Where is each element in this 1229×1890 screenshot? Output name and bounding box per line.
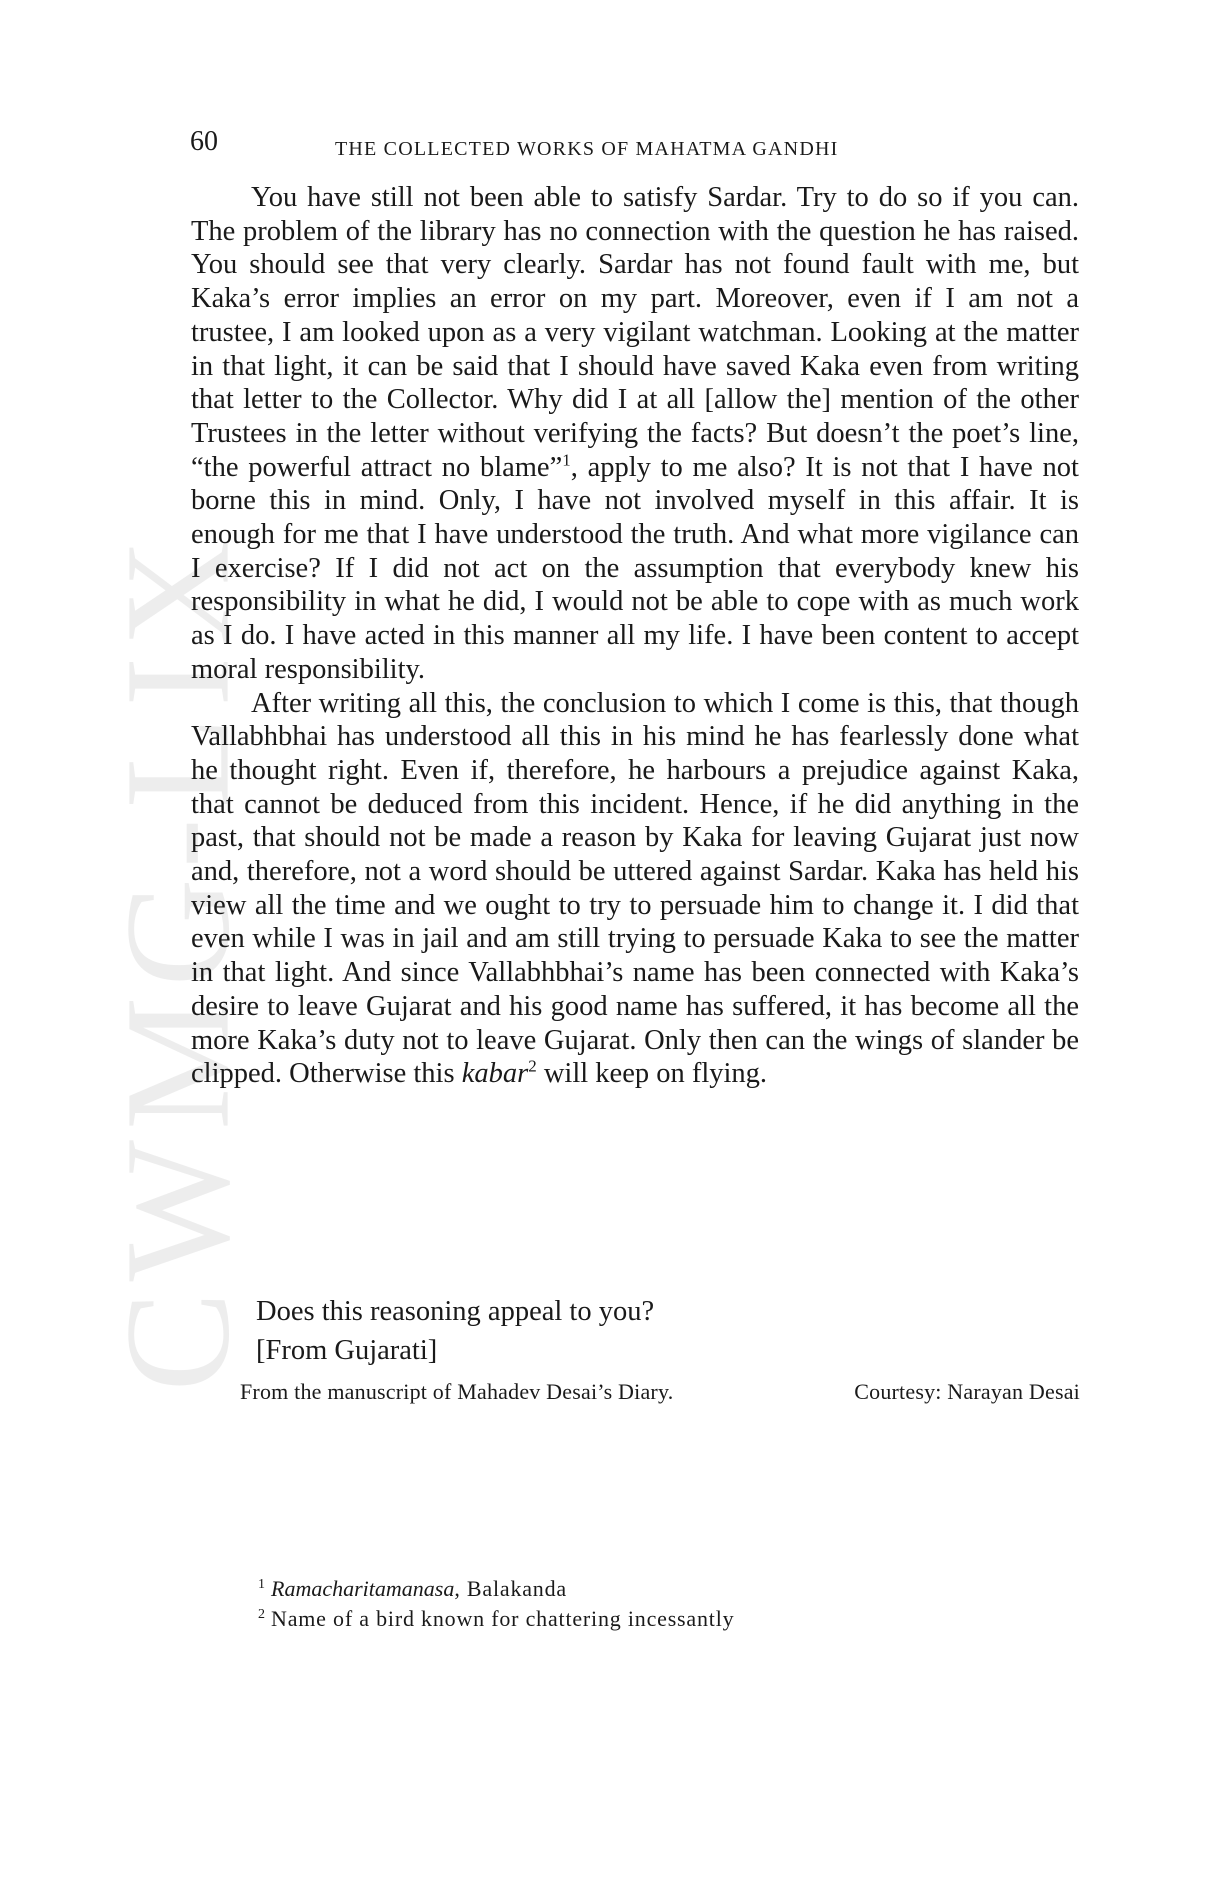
kabar-word: kabar xyxy=(461,1058,529,1090)
paragraph-2: After writing all this, the conclusion to which I come is this, that though Vallabhbhai has understood all this in his mind he has fearlessly done what he thought right. Even if, therefore, he harbours a prejudice against Kaka, that cannot be deduced from this incident. Hence, if he did anything in the past, that should not be made a reason by Kaka for leaving Gujarat just now and, therefore, not a word should be uttered against Sardar. Kaka has held his view all the time and we ought to try to persuade him to change it. I did that even while I was in jail and am still trying to persuade Kaka to see the matter in that light. And since Vallabhbhai’s name has been connected with Kaka’s desire to leave Gujarat and his good name has suffered, it has become all the more Kaka’s duty not to leave Gujarat. Only then can the wings of slander be clipped. Otherwise this kabar$^2$ will keep on flying. xyxy=(191,687,1079,1090)
paragraph-1: You have still not been able to satisfy Sardar. Try to do so if you can. The problem of the library has no connection with the question he has raised. You should see that very clearly. Sardar has not found fault with me, but Kaka’s error implies an error on my part. Moreover, even if I am not a trustee, I am looked upon as a very vigilant watchman. Looking at the matter in that light, it can be said that I should have saved Kaka even from writing that letter to the Collector. Why did I at all [allow the] mention of the other Trustees in the letter without verifying the facts? But doesn’t the poet’s line, “the powerful attract no blame”$^1$, apply to me also? It is not that I have not borne this in mind. Only, I have not involved myself in this affair. It is enough for me that I have understood the truth. And what more vigilance can I exercise? If I did not act on the assumption that everybody knew his responsibility in what he did, I would not be able to cope with as much work as I do. I have acted in this manner all my life. I have been content to accept moral responsibility. xyxy=(191,182,1079,685)
footnote-ref-2: 2 xyxy=(528,1056,537,1076)
footnote-mark: 2 xyxy=(258,1606,265,1622)
courtesy-note: Courtesy: Narayan Desai xyxy=(854,1379,1080,1404)
footnote-ref-1: 1 xyxy=(562,450,571,470)
watermark-text: CWMG-LIX xyxy=(95,528,261,1392)
footnotes xyxy=(258,1574,734,1634)
manuscript-source: From the manuscript of Mahadev Desai’s Diary. xyxy=(240,1379,674,1404)
footnote-1 xyxy=(258,1574,734,1604)
page-number: 60 xyxy=(190,126,218,157)
closing-question: Does this reasoning appeal to you? xyxy=(256,1296,655,1327)
footnote-italic-title: Ramacharitamanasa xyxy=(271,1576,455,1601)
language-source-note: [From Gujarati] xyxy=(256,1335,438,1366)
running-title: THE COLLECTED WORKS OF MAHATMA GANDHI xyxy=(335,138,839,160)
footnote-text: Name of a bird known for chattering incessantly xyxy=(271,1606,735,1631)
footnote-mark: 1 xyxy=(258,1576,265,1592)
page-header xyxy=(190,126,1080,162)
footnote-text: , Balakanda xyxy=(454,1576,567,1601)
footnote-2 xyxy=(258,1604,734,1634)
letter-body xyxy=(191,181,1079,1091)
manuscript-source-line xyxy=(240,1379,1080,1405)
